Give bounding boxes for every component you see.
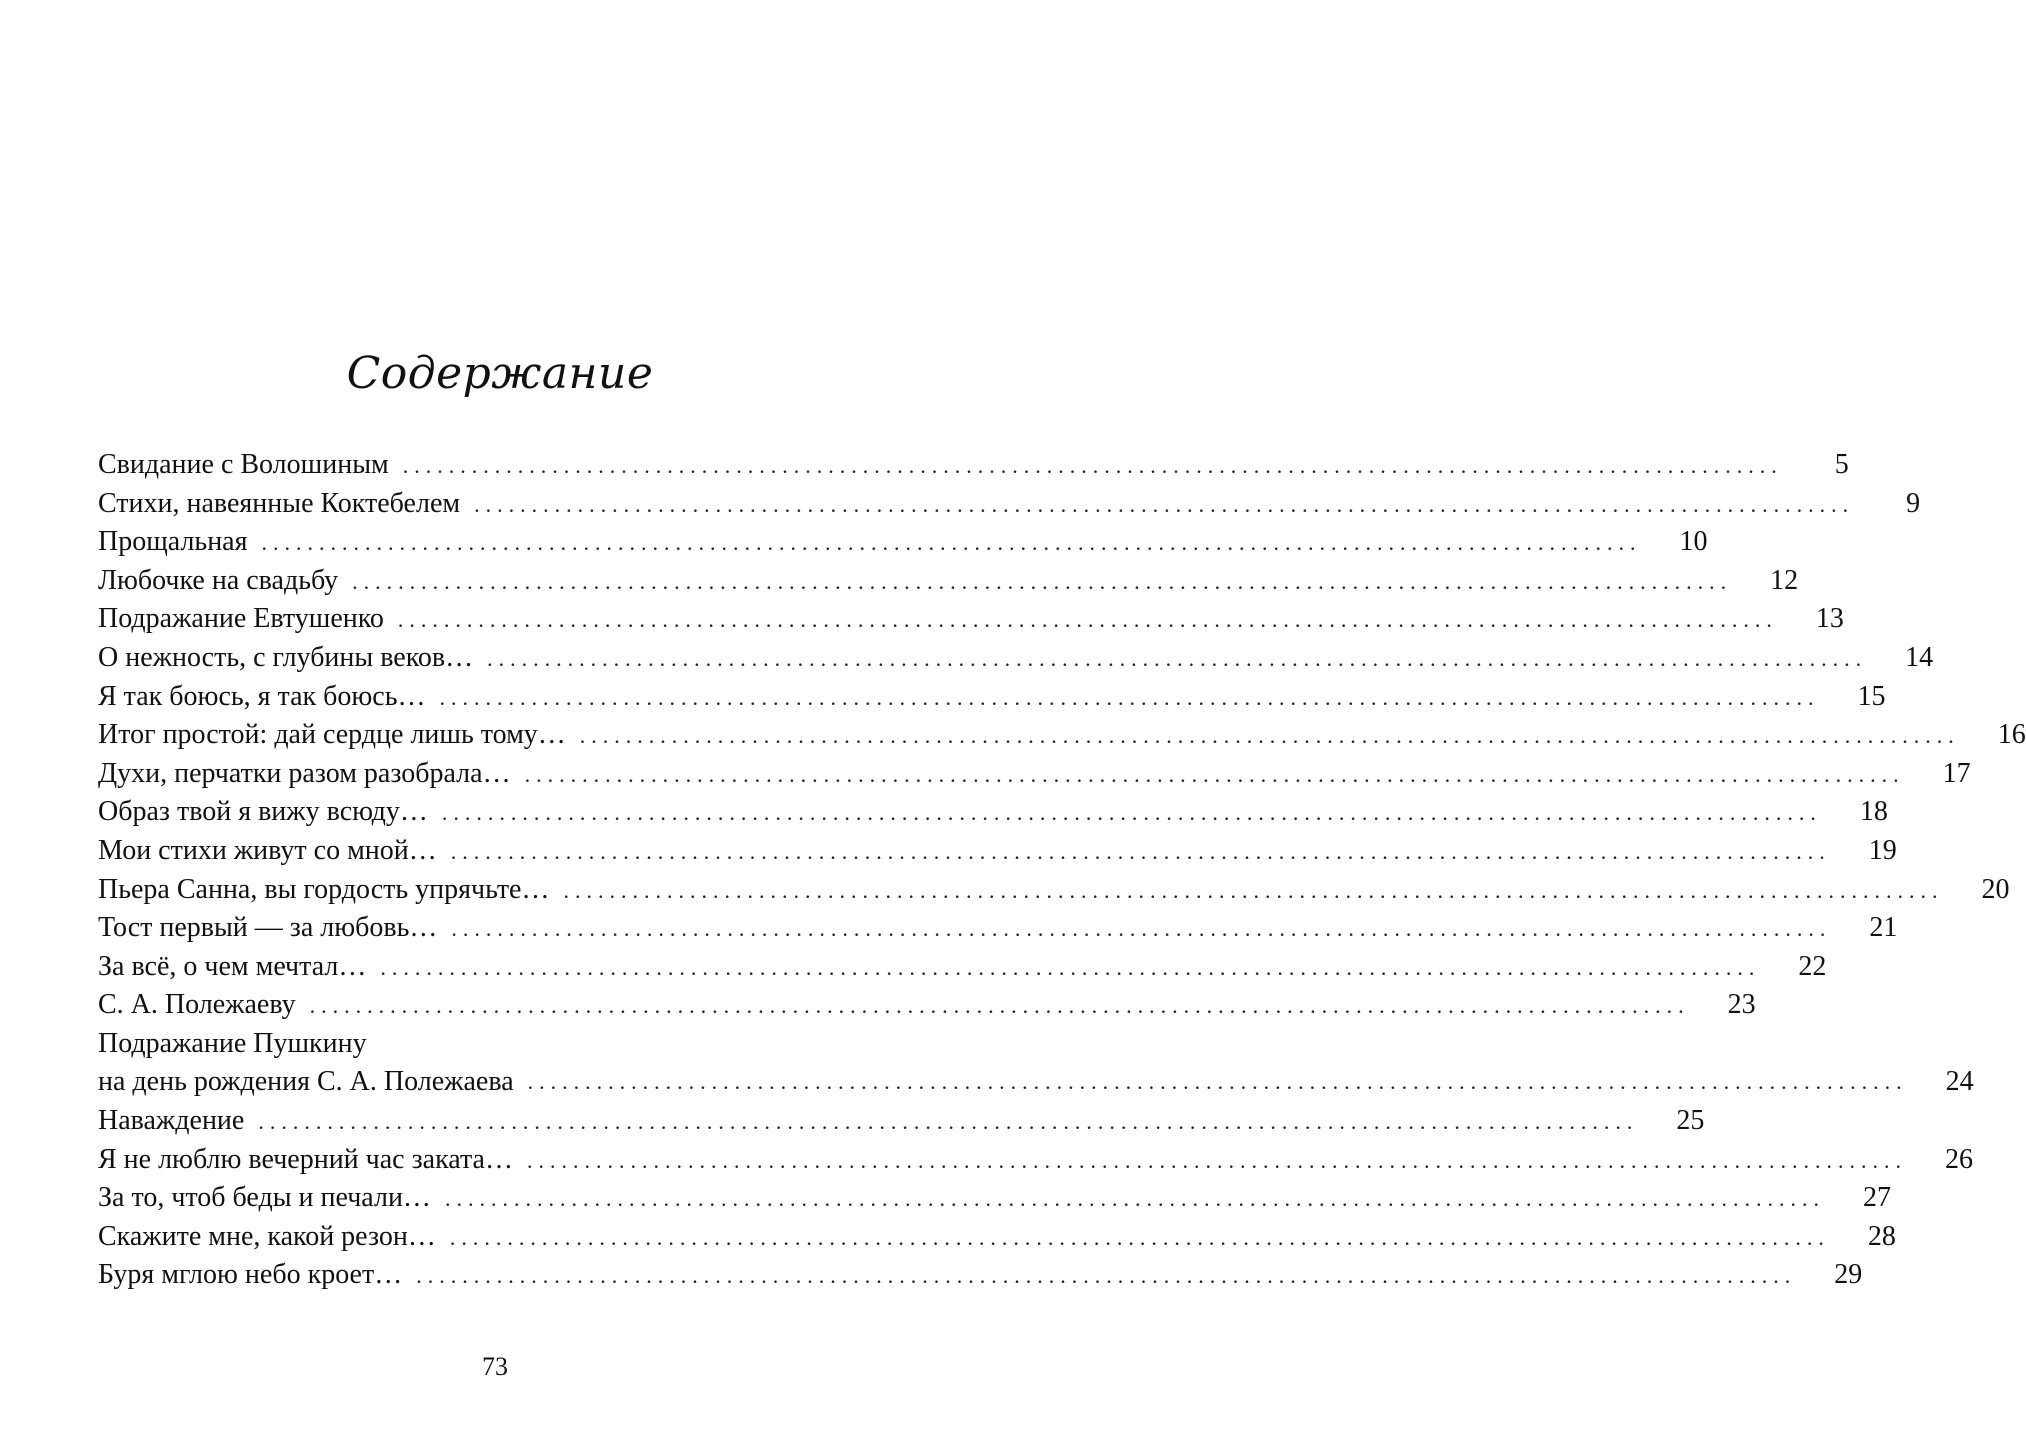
toc-entry xyxy=(98,755,1971,794)
toc-entry-title: Буря мглою небо кроет… xyxy=(98,1259,403,1291)
toc-entry-title: О нежность, с глубины веков… xyxy=(98,641,474,673)
dot-leader: ........................................................................................................................ xyxy=(258,1108,1639,1134)
toc-entry-page: 15 xyxy=(1857,680,1886,712)
dot-leader: ........................................................................................................................ xyxy=(450,838,1831,864)
toc-entry-title: Духи, перчатки разом разобрала… xyxy=(98,757,511,789)
toc-entry xyxy=(98,523,1708,562)
toc-entry xyxy=(98,1256,1863,1295)
toc-entry-page: 19 xyxy=(1868,834,1897,866)
toc-entry-page: 18 xyxy=(1859,796,1888,828)
dot-leader: ........................................................................................................................ xyxy=(441,800,1822,826)
toc-entry xyxy=(98,562,1799,601)
toc-entry-title: Подражание Евтушенко xyxy=(98,603,384,635)
toc-entry xyxy=(98,716,2026,755)
dot-leader: ........................................................................................................................ xyxy=(352,568,1733,594)
dot-leader: ........................................................................................................................ xyxy=(474,491,1855,517)
dot-leader: ........................................................................................................................ xyxy=(439,684,1820,710)
dot-leader: ........................................................................................................................ xyxy=(524,761,1905,787)
toc-entry xyxy=(98,1102,1705,1141)
toc-entry xyxy=(98,485,1921,524)
toc-entry-page: 27 xyxy=(1862,1182,1891,1214)
toc-entry-page: 28 xyxy=(1867,1220,1896,1252)
toc-entry-title: Мои стихи живут со мной… xyxy=(98,834,437,866)
toc-entry-page: 16 xyxy=(1997,719,2026,751)
toc-entry-title: Стихи, навеянные Коктебелем xyxy=(98,487,461,519)
toc-entry-page: 14 xyxy=(1905,641,1934,673)
dot-leader: ........................................................................................................................ xyxy=(563,877,1944,903)
toc-entry xyxy=(98,948,1827,987)
toc-entry-page: 17 xyxy=(1942,757,1971,789)
toc-entry-page: 10 xyxy=(1679,526,1708,558)
toc-entry-page: 9 xyxy=(1906,487,1921,519)
page-title: Содержание xyxy=(346,348,654,399)
toc-entry-title: За то, чтоб беды и печали… xyxy=(98,1182,431,1214)
toc-entry-title: Подражание Пушкину на день рождения С. А. Полежаева xyxy=(98,1027,514,1098)
toc-entry-title: За всё, о чем мечтал… xyxy=(98,950,367,982)
toc-entry-page: 20 xyxy=(1981,873,2010,905)
toc-entry-title: Любочке на свадьбу xyxy=(98,564,339,596)
dot-leader: ........................................................................................................................ xyxy=(402,453,1783,478)
toc-entry-title: Прощальная xyxy=(98,526,248,558)
toc-entry xyxy=(98,1179,1891,1218)
toc-entry-page: 5 xyxy=(1834,449,1849,480)
page-number: 73 xyxy=(482,1352,508,1381)
toc-entry-title: С. А. Полежаеву xyxy=(98,989,296,1021)
toc-entry-page: 29 xyxy=(1834,1259,1863,1291)
dot-leader: ........................................................................................................................ xyxy=(451,916,1832,942)
toc-entry xyxy=(98,1218,1896,1257)
toc-entry-title: Образ твой я вижу всюду… xyxy=(98,796,428,828)
toc-entry xyxy=(98,909,1898,948)
dot-leader: ........................................................................................................................ xyxy=(261,530,1642,556)
toc-entry xyxy=(98,871,2010,910)
dot-leader: ........................................................................................................................ xyxy=(309,993,1690,1019)
toc-entry-page: 12 xyxy=(1770,564,1799,596)
toc-entry-page: 26 xyxy=(1944,1143,1973,1175)
toc-entry xyxy=(98,446,1849,485)
toc-entry xyxy=(98,678,1886,717)
table-of-contents xyxy=(98,446,2026,1295)
toc-entry-title: Итог простой: дай сердце лишь тому… xyxy=(98,719,566,751)
toc-entry xyxy=(98,600,1844,639)
toc-entry xyxy=(98,1141,1973,1180)
toc-entry-page: 25 xyxy=(1676,1104,1705,1136)
dot-leader: ........................................................................................................................ xyxy=(526,1147,1907,1173)
toc-entry-page: 23 xyxy=(1727,989,1756,1021)
toc-entry-title: Я не люблю вечерний час заката… xyxy=(98,1143,513,1175)
toc-entry xyxy=(98,1025,1974,1102)
dot-leader: ........................................................................................................................ xyxy=(579,723,1960,749)
toc-entry-title: Свидание с Волошиным xyxy=(98,449,389,480)
dot-leader: ........................................................................................................................ xyxy=(444,1186,1825,1212)
dot-leader: ........................................................................................................................ xyxy=(527,1069,1908,1095)
toc-entry-title: Я так боюсь, я так боюсь… xyxy=(98,680,426,712)
toc-entry-title: Тост первый — за любовь… xyxy=(98,912,438,944)
toc-entry xyxy=(98,639,1934,678)
toc-entry-page: 21 xyxy=(1869,912,1898,944)
toc-entry xyxy=(98,986,1756,1025)
toc-entry-title: Наваждение xyxy=(98,1104,245,1136)
dot-leader: ........................................................................................................................ xyxy=(416,1263,1797,1289)
toc-entry xyxy=(98,793,1888,832)
toc-entry-page: 13 xyxy=(1815,603,1844,635)
dot-leader: ........................................................................................................................ xyxy=(487,645,1868,671)
dot-leader: ........................................................................................................................ xyxy=(397,607,1778,633)
dot-leader: ........................................................................................................................ xyxy=(449,1224,1830,1250)
toc-entry-page: 24 xyxy=(1945,1066,1974,1098)
toc-entry xyxy=(98,832,1897,871)
dot-leader: ........................................................................................................................ xyxy=(380,954,1761,980)
toc-entry-page: 22 xyxy=(1798,950,1827,982)
toc-entry-title: Скажите мне, какой резон… xyxy=(98,1220,436,1252)
toc-entry-title: Пьера Санна, вы гордость упрячьте… xyxy=(98,873,550,905)
